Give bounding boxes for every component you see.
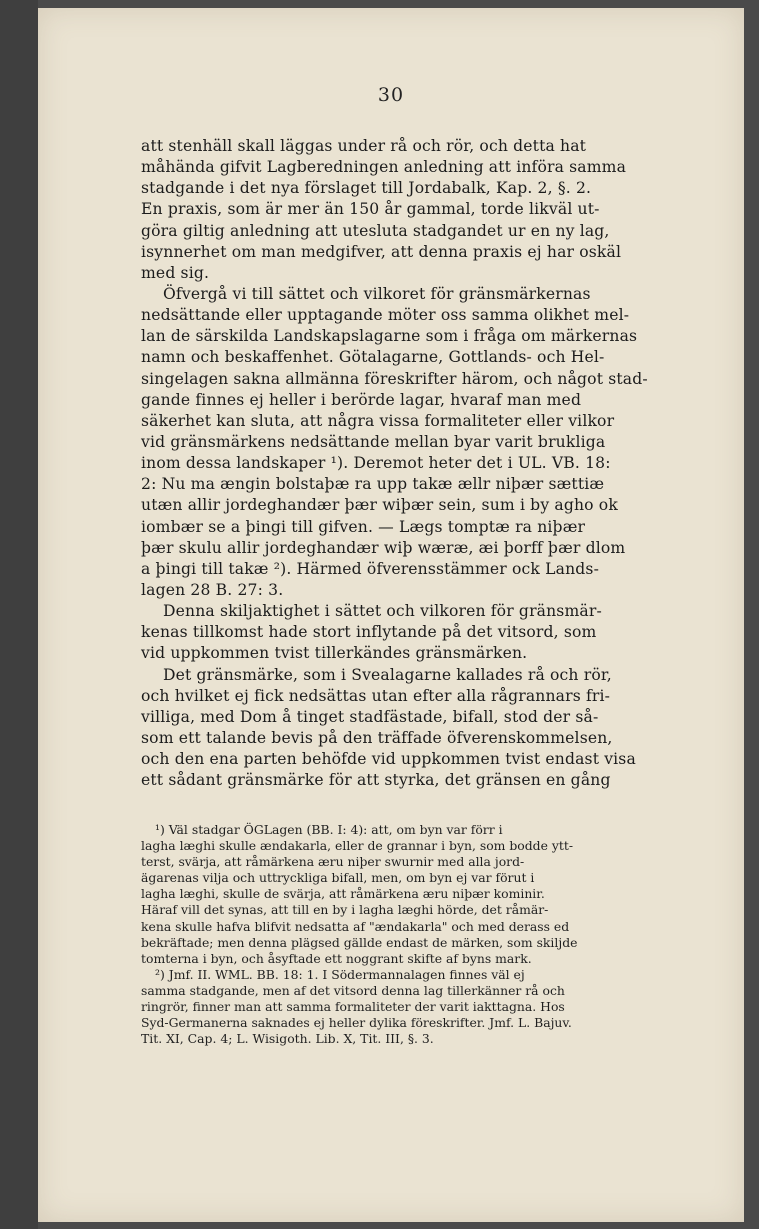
- text-line: a þingi till takæ ²). Härmed öfverensstämmer ock Lands-: [141, 559, 599, 578]
- text-line: Det gränsmärke, som i Svealagarne kallades rå och rör,: [163, 665, 612, 684]
- text-line: utæn allir jordeghandær þær wiþær sein, sum i by agho ok: [141, 496, 618, 515]
- text-line: lan de särskilda Landskapslagarne som i fråga om märkernas: [141, 327, 638, 346]
- text-line: iombær se a þingi till gifven. — Lægs tomptæ ra niþær: [141, 517, 586, 536]
- text-line: måhända gifvit Lagberedningen anledning att införa samma: [141, 158, 627, 177]
- text-line: Öfvergå vi till sättet och vilkoret för gränsmärkernas: [163, 284, 591, 303]
- footnote-line: ägarenas vilja och uttryckliga bifall, men, om byn ej var förut i: [141, 870, 535, 886]
- footnote-line: ²) Jmf. II. WML. BB. 18: 1. I Södermannalagen finnes väl ej: [155, 966, 525, 982]
- footnote-line: kena skulle hafva blifvit nedsatta af "ændakarla" och med derass ed: [141, 918, 570, 934]
- body-text: [141, 136, 731, 791]
- text-line: stadgande i det nya förslaget till Jordabalk, Kap. 2, §. 2.: [141, 179, 592, 198]
- scan-background: [0, 0, 38, 1229]
- text-line: singelagen sakna allmänna föreskrifter härom, och något stad-: [141, 369, 648, 388]
- footnote-line: lagha læghi skulle ændakarla, eller de grannar i byn, som bodde ytt-: [141, 838, 574, 854]
- page-number: 30: [377, 84, 405, 106]
- text-line: kenas tillkomst hade stort inflytande på det vitsord, som: [141, 623, 597, 642]
- text-line: isynnerhet om man medgifver, att denna praxis ej har oskäl: [141, 242, 622, 261]
- text-line: med sig.: [141, 263, 210, 282]
- text-line: namn och beskaffenhet. Götalagarne, Gottlands- och Hel-: [141, 348, 605, 367]
- footnote-line: Häraf vill det synas, att till en by i lagha læghi hörde, det råmär-: [141, 902, 549, 918]
- text-line: inom dessa landskaper ¹). Deremot heter det i UL. VB. 18:: [141, 454, 611, 473]
- text-line: þær skulu allir jordeghandær wiþ wæræ, æi þorff þær dlom: [141, 538, 626, 557]
- text-line: gande finnes ej heller i berörde lagar, hvaraf man med: [141, 390, 582, 409]
- footnote-line: ringrör, finner man att samma formaliteter der varit iakttagna. Hos: [141, 999, 565, 1015]
- footnote-line: samma stadgande, men af det vitsord denna lag tillerkänner rå och: [141, 982, 565, 998]
- text-line: vid gränsmärkens nedsättande mellan byar varit brukliga: [141, 432, 606, 451]
- text-line: som ett talande bevis på den träffade öfverenskommelsen,: [141, 728, 613, 747]
- text-line: och den ena parten behöfde vid uppkommen tvist endast visa: [141, 750, 636, 769]
- text-line: vid uppkommen tvist tillerkändes gränsmärken.: [141, 644, 528, 663]
- footnote-line: Tit. XI, Cap. 4; L. Wisigoth. Lib. X, Tit. III, §. 3.: [141, 1031, 434, 1047]
- footnote-line: tomterna i byn, och åsyftade ett noggrant skifte af byns mark.: [141, 950, 532, 966]
- text-line: villiga, med Dom å tinget stadfästade, bifall, stod der så-: [141, 707, 599, 726]
- text-line: En praxis, som är mer än 150 år gammal, torde likväl ut-: [141, 200, 600, 219]
- footnote-line: ¹) Väl stadgar ÖGLagen (BB. I: 4): att, om byn var förr i: [155, 822, 503, 837]
- footnote-line: lagha læghi, skulle de svärja, att råmärkena æru niþær kominir.: [141, 886, 545, 902]
- footnote-line: terst, svärja, att råmärkena æru niþer swurnir med alla jord-: [141, 854, 525, 870]
- text-line: att stenhäll skall läggas under rå och rör, och detta hat: [141, 137, 587, 155]
- footnotes: [141, 822, 731, 1047]
- text-line: göra giltig anledning att utesluta stadgandet ur en ny lag,: [141, 221, 610, 240]
- text-line: nedsättande eller upptagande möter oss samma olikhet mel-: [141, 306, 630, 325]
- text-line: och hvilket ej fick nedsättas utan efter alla rågrannars fri-: [141, 686, 611, 705]
- footnote-line: bekräftade; men denna plägsed gällde endast de märken, som skiljde: [141, 934, 578, 950]
- text-line: ett sådant gränsmärke för att styrka, det gränsen en gång: [141, 771, 611, 790]
- book-page: [38, 8, 744, 1222]
- text-line: Denna skiljaktighet i sättet och vilkoren för gränsmär-: [163, 602, 602, 621]
- text-line: lagen 28 B. 27: 3.: [141, 580, 284, 599]
- footnote-line: Syd-Germanerna saknades ej heller dylika föreskrifter. Jmf. L. Bajuv.: [141, 1015, 572, 1031]
- text-line: säkerhet kan sluta, att några vissa formaliteter eller vilkor: [141, 411, 615, 430]
- text-line: 2: Nu ma ængin bolstaþæ ra upp takæ ællr niþær sættiæ: [141, 475, 605, 494]
